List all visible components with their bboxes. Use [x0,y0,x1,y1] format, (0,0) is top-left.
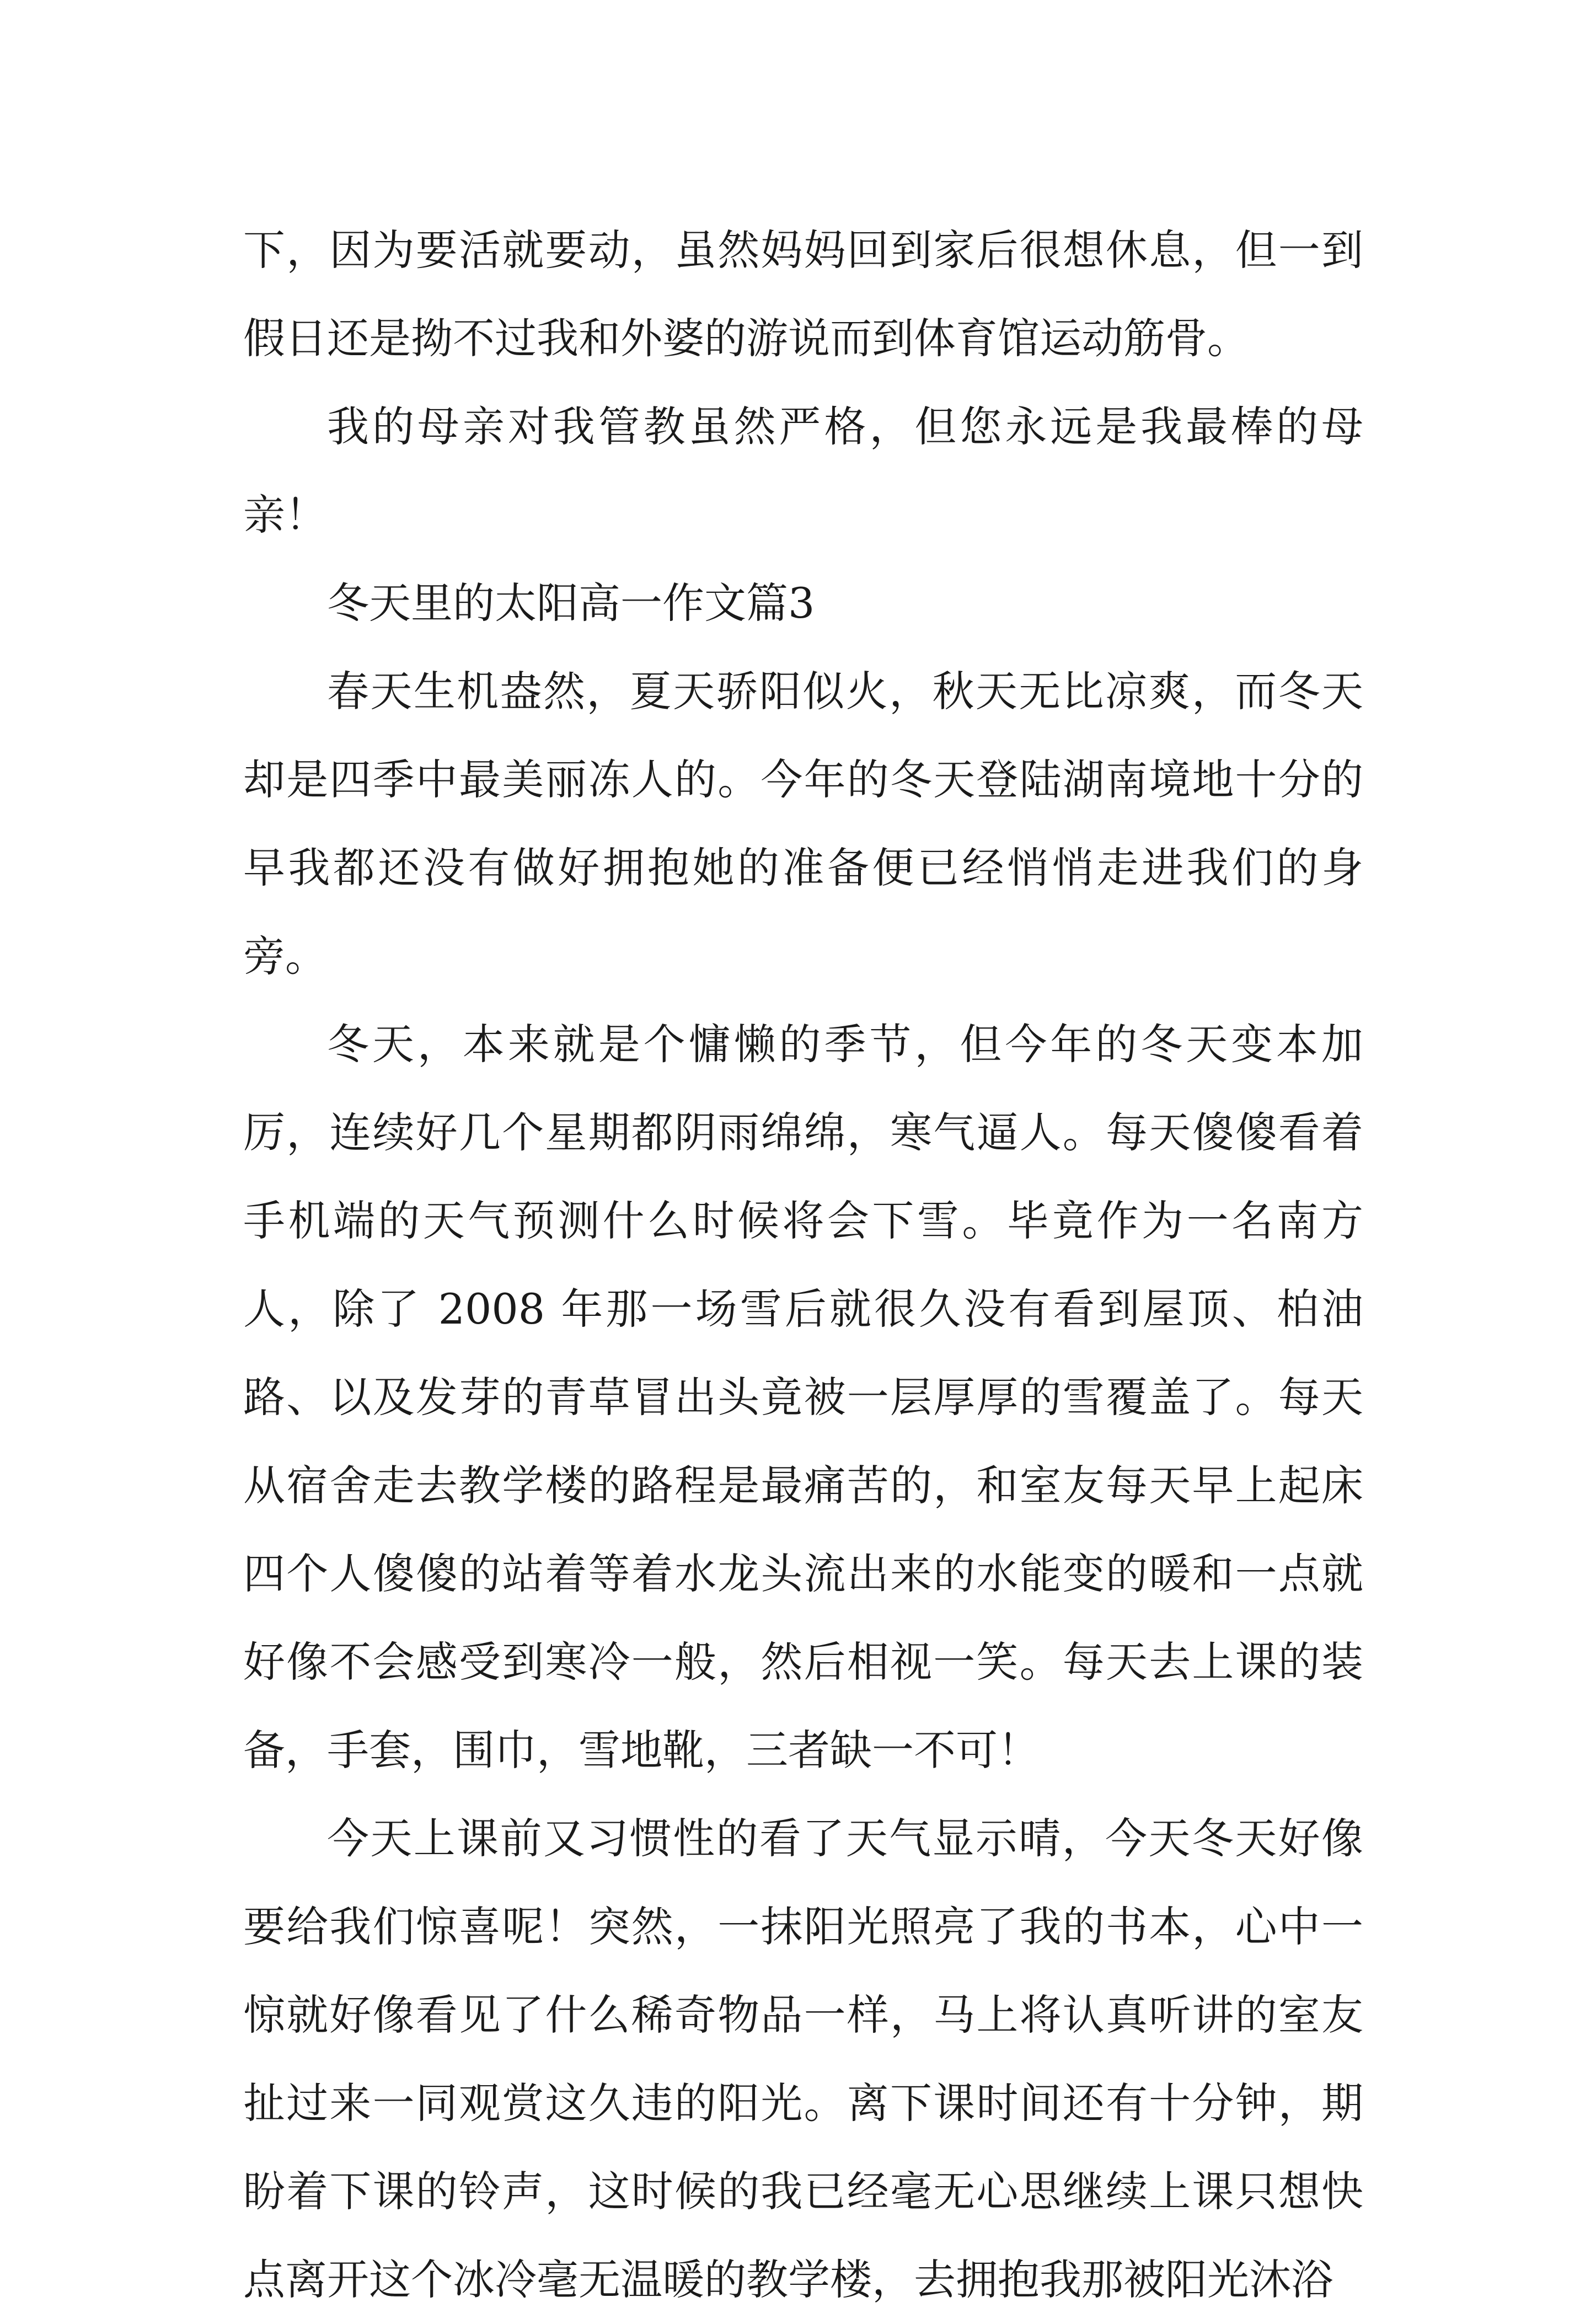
paragraph-sunshine: 今天上课前又习惯性的看了天气显示晴，今天冬天好像要给我们惊喜呢！突然，一抹阳光照亮了我的书本，心中一惊就好像看见了什么稀奇物品一样，马上将认真听讲的室友扯过来一同观赏这久违的阳光。离下课时间还有十分钟，期盼着下课的铃声，这时候的我已经毫无心思继续上课只想快点离开这个冰冷毫无温暖的教学楼，去拥抱我那被阳光沐浴 [243,1814,1363,2304]
essay-section-title: 冬天里的太阳高一作文篇3 [327,579,815,628]
paragraph-mother-conclusion: 我的母亲对我管教虽然严格，但您永远是我最棒的母亲！ [243,402,1363,539]
paragraph-continuation: 下，因为要活就要动，虽然妈妈回到家后很想休息，但一到假日还是拗不过我和外婆的游说而到体育馆运动筋骨。 [243,226,1363,363]
document-body [243,206,1363,2324]
paragraph-winter: 冬天，本来就是个慵懒的季节，但今年的冬天变本加厉，连续好几个星期都阴雨绵绵，寒气逼人。每天傻傻看着手机端的天气预测什么时候将会下雪。毕竟作为一名南方人，除了 2008 年那一场雪后就很久没有看到屋顶、柏油路、以及发芽的青草冒出头竟被一层厚厚的雪覆盖了。每天从宿舍走去教学楼的路程是最痛苦的，和室友每天早上起床四个人傻傻的站着等着水龙头流出来的水能变的暖和一点就好像不会感受到寒冷一般，然后相视一笑。每天去上课的装备，手套，围巾，雪地靴，三者缺一不可！ [243,1020,1363,1775]
paragraph-seasons: 春天生机盎然，夏天骄阳似火，秋天无比凉爽，而冬天却是四季中最美丽冻人的。今年的冬天登陆湖南境地十分的早我都还没有做好拥抱她的准备便已经悄悄走进我们的身旁。 [243,667,1363,981]
